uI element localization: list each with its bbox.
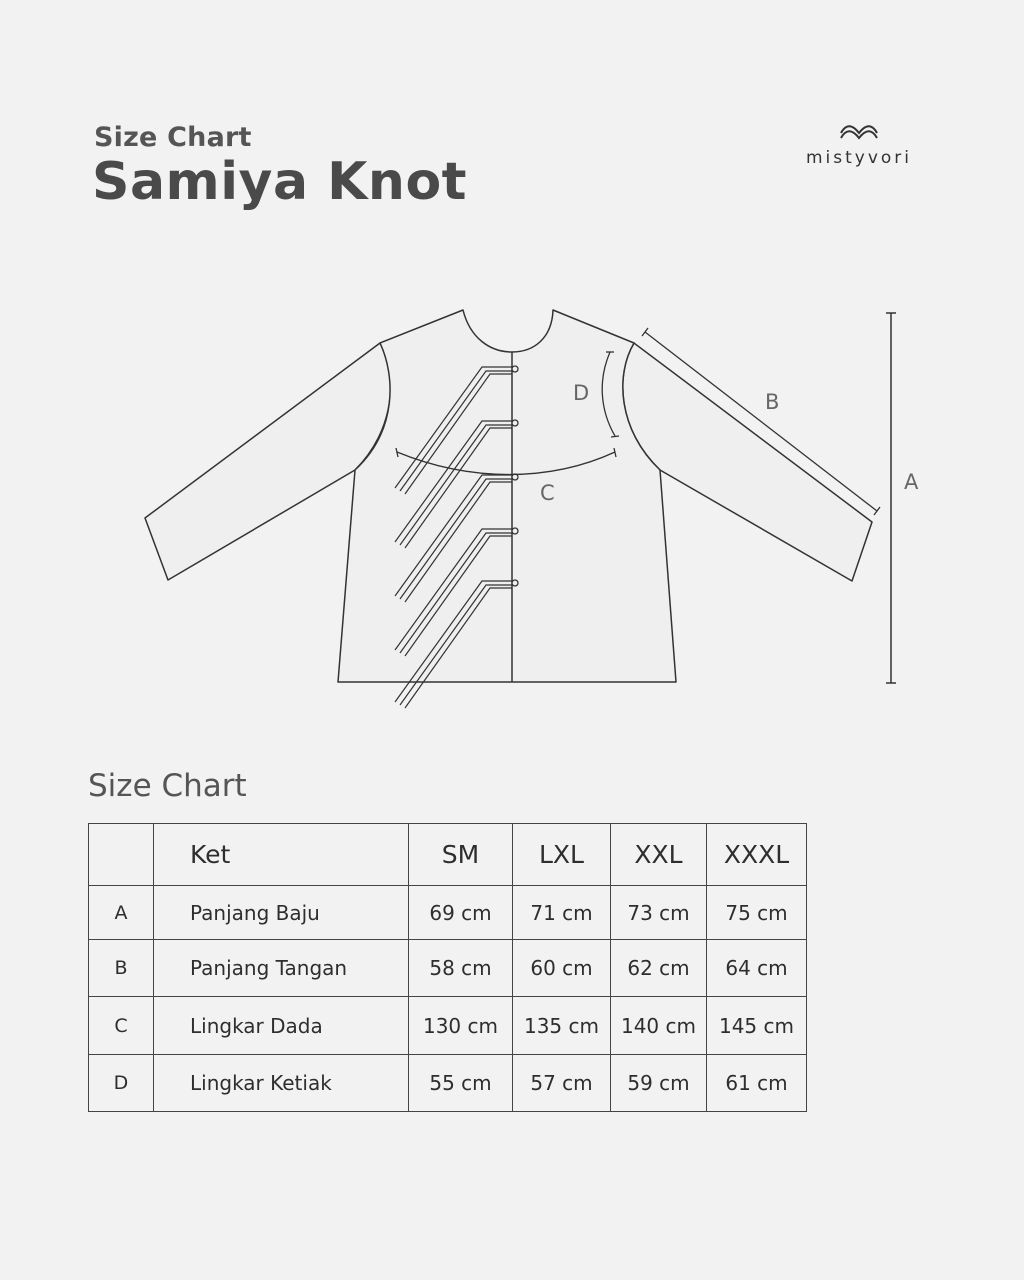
table-cell: 61 cm [707,1055,807,1112]
row-code: B [89,940,154,997]
table-cell: 55 cm [409,1055,513,1112]
header-cell [89,824,154,886]
table-cell: 130 cm [409,997,513,1055]
table-cell: 140 cm [611,997,707,1055]
page-title: Samiya Knot [92,152,468,212]
label-c: C [540,481,555,505]
header-cell: XXXL [707,824,807,886]
brand-name: mistyvori [805,148,913,168]
brand [800,122,918,168]
table-row [89,940,807,997]
row-code: A [89,886,154,940]
table-cell: 145 cm [707,997,807,1055]
row-ket: Lingkar Dada [154,997,409,1055]
table-row [89,886,807,940]
garment-body [338,310,676,682]
table-cell: 62 cm [611,940,707,997]
size-table [88,823,807,1112]
wave-logo-icon [838,122,880,144]
table-cell: 58 cm [409,940,513,997]
header-cell: SM [409,824,513,886]
row-ket: Panjang Baju [154,886,409,940]
row-code: C [89,997,154,1055]
table-row [89,1055,807,1112]
label-b: B [765,390,780,414]
table-cell: 60 cm [513,940,611,997]
row-ket: Panjang Tangan [154,940,409,997]
table-cell: 64 cm [707,940,807,997]
table-cell: 75 cm [707,886,807,940]
subtitle: Size Chart [94,122,252,153]
table-cell: 135 cm [513,997,611,1055]
header-cell: Ket [154,824,409,886]
garment-diagram [0,290,1024,730]
table-cell: 57 cm [513,1055,611,1112]
size-chart-heading: Size Chart [88,768,247,804]
table-cell: 73 cm [611,886,707,940]
row-ket: Lingkar Ketiak [154,1055,409,1112]
table-cell: 59 cm [611,1055,707,1112]
table-header-row [89,824,807,886]
label-a: A [904,470,919,494]
table-cell: 71 cm [513,886,611,940]
label-d: D [573,381,590,405]
row-code: D [89,1055,154,1112]
header-cell: LXL [513,824,611,886]
header-cell: XXL [611,824,707,886]
table-row [89,997,807,1055]
table-cell: 69 cm [409,886,513,940]
